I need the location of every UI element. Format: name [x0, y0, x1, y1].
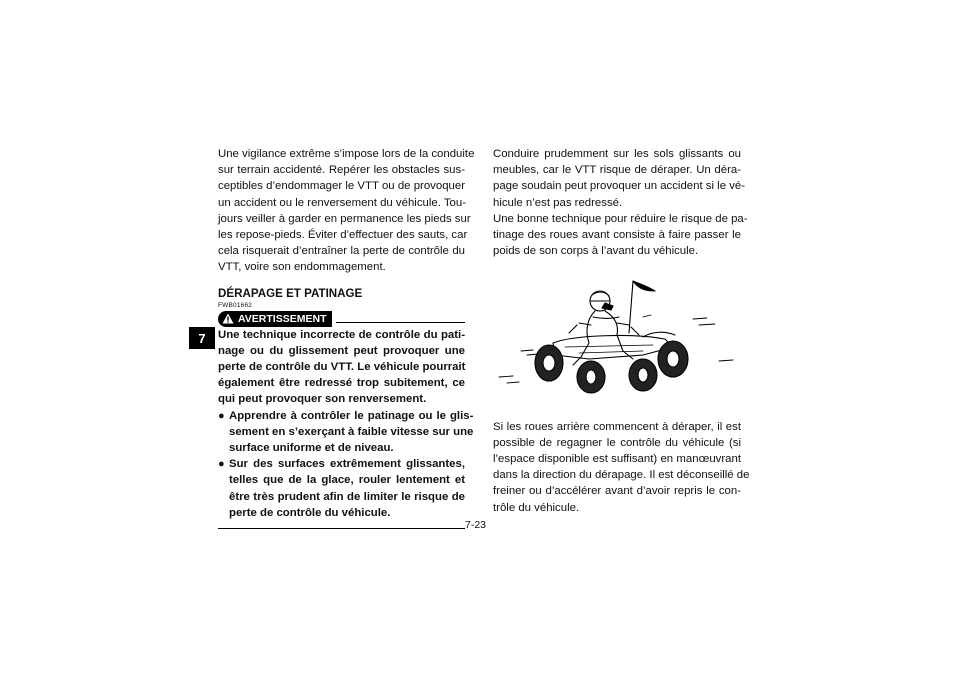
text-line: sur terrain accidenté. Repérer les obstacles sus-	[218, 164, 465, 177]
text-line: Apprendre à contrôler le patinage ou le glis-	[229, 409, 474, 422]
text-line: cela risquerait d’entraîner la perte de contrôle du	[218, 245, 465, 258]
text-line: dans la direction du dérapage. Il est déconseillé de	[493, 469, 750, 482]
text-line: également être redressé trop subitement, ce	[218, 377, 465, 390]
warning-header	[218, 311, 465, 327]
warning-end-rule	[218, 528, 465, 529]
text-line: hicule n’est pas redressé.	[493, 196, 623, 209]
reference-code: FWB01662	[218, 301, 253, 309]
text-line: VTT, voire son endommagement.	[218, 261, 386, 274]
text-line: Sur des surfaces extrêmement glissantes,	[229, 458, 465, 471]
warning-badge	[218, 311, 332, 327]
section-heading: DÉRAPAGE ET PATINAGE	[218, 286, 363, 300]
text-line: freiner ou d’accélérer avant d’avoir repris le con-	[493, 485, 741, 498]
text-line: Une vigilance extrême s’impose lors de la conduite	[218, 148, 475, 160]
paragraph-3	[493, 419, 750, 516]
bullet-dot-icon: ●	[218, 409, 225, 422]
text-line: Si les roues arrière commencent à déraper, il est	[493, 420, 741, 433]
warning-triangle-icon	[222, 313, 234, 324]
text-line: nage ou du glissement peut provoquer une	[218, 344, 465, 357]
left-column	[218, 146, 475, 529]
text-line: page soudain peut provoquer un accident si le vé-	[493, 180, 746, 193]
text-line: les repose-pieds. Éviter d’effectuer des sauts, car	[218, 229, 468, 242]
text-line: poids de son corps à l’avant du véhicule.	[493, 245, 699, 258]
text-line: l’espace disponible est suffisant) en manœuvrant	[493, 453, 741, 466]
right-column	[493, 146, 750, 516]
text-line: ceptibles d’endommager le VTT ou de provoquer	[218, 180, 465, 193]
text-line: trôle du véhicule.	[493, 501, 580, 514]
text-line: perte de contrôle du VTT. Le véhicule pourrait	[218, 361, 466, 374]
text-line: possible de regagner le contrôle du véhicule (si	[493, 436, 741, 449]
warning-label: AVERTISSEMENT	[238, 312, 327, 325]
bullet-dot-icon: ●	[218, 458, 225, 471]
text-line: sement en s’exerçant à faible vitesse sur une	[229, 425, 474, 438]
text-line: Conduire prudemment sur les sols glissants ou	[493, 148, 741, 160]
text-line: Une technique incorrecte de contrôle du pati-	[218, 328, 465, 341]
text-line: qui peut provoquer son renversement.	[218, 393, 427, 406]
warning-rule	[336, 322, 465, 323]
intro-paragraph	[218, 146, 475, 276]
text-line: meubles, car le VTT risque de déraper. Un déra-	[493, 164, 741, 177]
text-line: telles que de la glace, rouler lentement et	[229, 474, 465, 487]
atv-rider-illustration	[493, 273, 741, 401]
text-line: surface uniforme et de niveau.	[229, 442, 394, 455]
text-line: un accident ou le renversement du véhicule. Tou-	[218, 196, 467, 209]
text-line: perte de contrôle du véhicule.	[229, 506, 391, 519]
bullet-item	[218, 456, 465, 521]
paragraph-2	[493, 211, 748, 260]
paragraph-1	[493, 146, 746, 211]
warning-text	[218, 327, 474, 521]
text-line: tinage des roues avant consiste à faire passer le	[493, 229, 741, 242]
text-line: être très prudent afin de limiter le risque de	[229, 490, 465, 503]
text-line: Une bonne technique pour réduire le risque de pa-	[493, 212, 748, 225]
text-line: jours veiller à garder en permanence les pieds sur	[218, 212, 471, 225]
bullet-item	[218, 408, 474, 457]
page-number: 7-23	[465, 519, 487, 531]
chapter-tab: 7	[189, 327, 215, 349]
